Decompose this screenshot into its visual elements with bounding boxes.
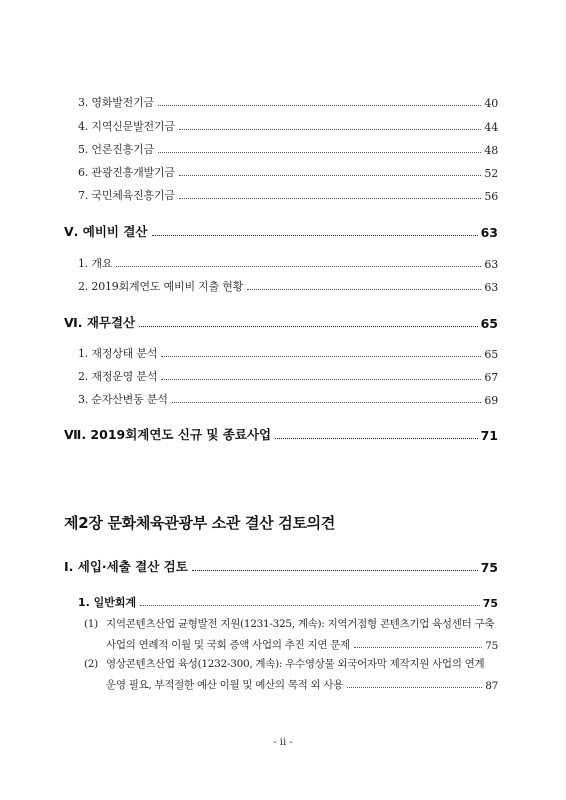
toc-item[interactable] (84, 656, 498, 692)
toc-entry-page: 56 (484, 190, 498, 203)
toc-section-page: 63 (480, 225, 498, 240)
dot-leader (347, 687, 482, 688)
dot-leader (179, 129, 482, 130)
toc-entry[interactable] (78, 164, 498, 180)
toc-entry-label: 2. 2019회계연도 예비비 지출 현황 (78, 280, 244, 293)
toc-entry-page: 44 (484, 121, 498, 134)
toc-entry[interactable] (78, 345, 498, 361)
toc-entry-label: 2. 재정운영 분석 (78, 370, 158, 383)
dot-leader (158, 105, 481, 106)
toc-subsection-page: 75 (482, 597, 498, 610)
toc-item-page: 75 (485, 640, 498, 652)
toc-entry[interactable] (78, 187, 498, 203)
toc-item-line2: 사업의 연례적 이월 및 국회 증액 사업의 추진 지연 문제 (106, 639, 350, 651)
toc-entry-label: 3. 영화발전기금 (78, 96, 154, 109)
toc-item-line2: 운영 필요, 부적절한 예산 이월 및 예산의 목적 외 사용 (106, 679, 344, 691)
toc-subsection[interactable] (78, 594, 498, 610)
chapter-title: 제2장 문화체육관광부 소관 결산 검토의견 (64, 514, 336, 532)
toc-entry[interactable] (78, 94, 498, 110)
toc-entry[interactable] (78, 141, 498, 157)
toc-entry-page: 40 (484, 97, 498, 110)
toc-item-number: (2) (84, 658, 98, 670)
dot-leader (247, 289, 481, 290)
dot-leader (179, 175, 482, 176)
toc-section-label: Ⅵ. 재무결산 (64, 315, 136, 330)
dot-leader (116, 266, 481, 267)
dot-leader (140, 605, 480, 606)
toc-entry-label: 7. 국민체육진흥기금 (78, 189, 175, 202)
toc-entry-page: 63 (484, 258, 498, 271)
dot-leader (161, 379, 481, 380)
dot-leader (152, 235, 478, 236)
toc-entry-label: 1. 개요 (78, 257, 113, 270)
toc-section-label: Ⅴ. 예비비 결산 (64, 224, 148, 239)
toc-entry[interactable] (78, 368, 498, 384)
toc-item-line1: 지역콘텐츠산업 균형발전 지원(1231-325, 계속): 지역거점형 콘텐츠기업 육성센터 구축 (106, 618, 495, 630)
toc-entry[interactable] (78, 278, 498, 294)
toc-section-vii[interactable] (64, 425, 498, 443)
dot-leader (172, 402, 482, 403)
dot-leader (158, 152, 481, 153)
toc-item-number: (1) (84, 618, 98, 630)
dot-leader (179, 198, 482, 199)
toc-section-vi[interactable] (64, 313, 498, 331)
toc-entry-page: 48 (484, 144, 498, 157)
dot-leader (354, 647, 482, 648)
toc-entry-page: 65 (484, 348, 498, 361)
toc-section-label: Ⅰ. 세입·세출 결산 검토 (64, 559, 188, 574)
toc-item-page: 87 (485, 680, 498, 692)
toc-entry-label: 5. 언론진흥기금 (78, 143, 154, 156)
toc-item[interactable] (84, 616, 498, 652)
toc-item-line1: 영상콘텐츠산업 육성(1232-300, 계속): 우수영상물 외국어자막 제작지원 사업의 연계 (106, 658, 485, 670)
toc-entry-label: 6. 관광진흥개발기금 (78, 166, 175, 179)
toc-entry[interactable] (78, 118, 498, 134)
toc-section-page: 65 (480, 316, 498, 331)
toc-entry-label: 4. 지역신문발전기금 (78, 120, 175, 133)
toc-entry[interactable] (78, 255, 498, 271)
toc-entry-page: 63 (484, 281, 498, 294)
toc-entry-page: 69 (484, 394, 498, 407)
toc-entry-label: 3. 순자산변동 분석 (78, 393, 168, 406)
toc-entry[interactable] (78, 391, 498, 407)
toc-section-page: 75 (480, 560, 498, 575)
dot-leader (161, 356, 481, 357)
toc-section-i[interactable] (64, 557, 498, 575)
toc-section-v[interactable] (64, 222, 498, 240)
toc-entry-label: 1. 재정상태 분석 (78, 347, 158, 360)
toc-section-page: 71 (480, 428, 498, 443)
toc-subsection-label: 1. 일반회계 (78, 596, 137, 609)
page-number: - ii - (273, 737, 293, 748)
toc-section-label: Ⅶ. 2019회계연도 신규 및 종료사업 (64, 427, 272, 442)
toc-entry-page: 67 (484, 371, 498, 384)
dot-leader (192, 570, 478, 571)
toc-entry-page: 52 (484, 167, 498, 180)
dot-leader (139, 326, 477, 327)
dot-leader (275, 438, 478, 439)
